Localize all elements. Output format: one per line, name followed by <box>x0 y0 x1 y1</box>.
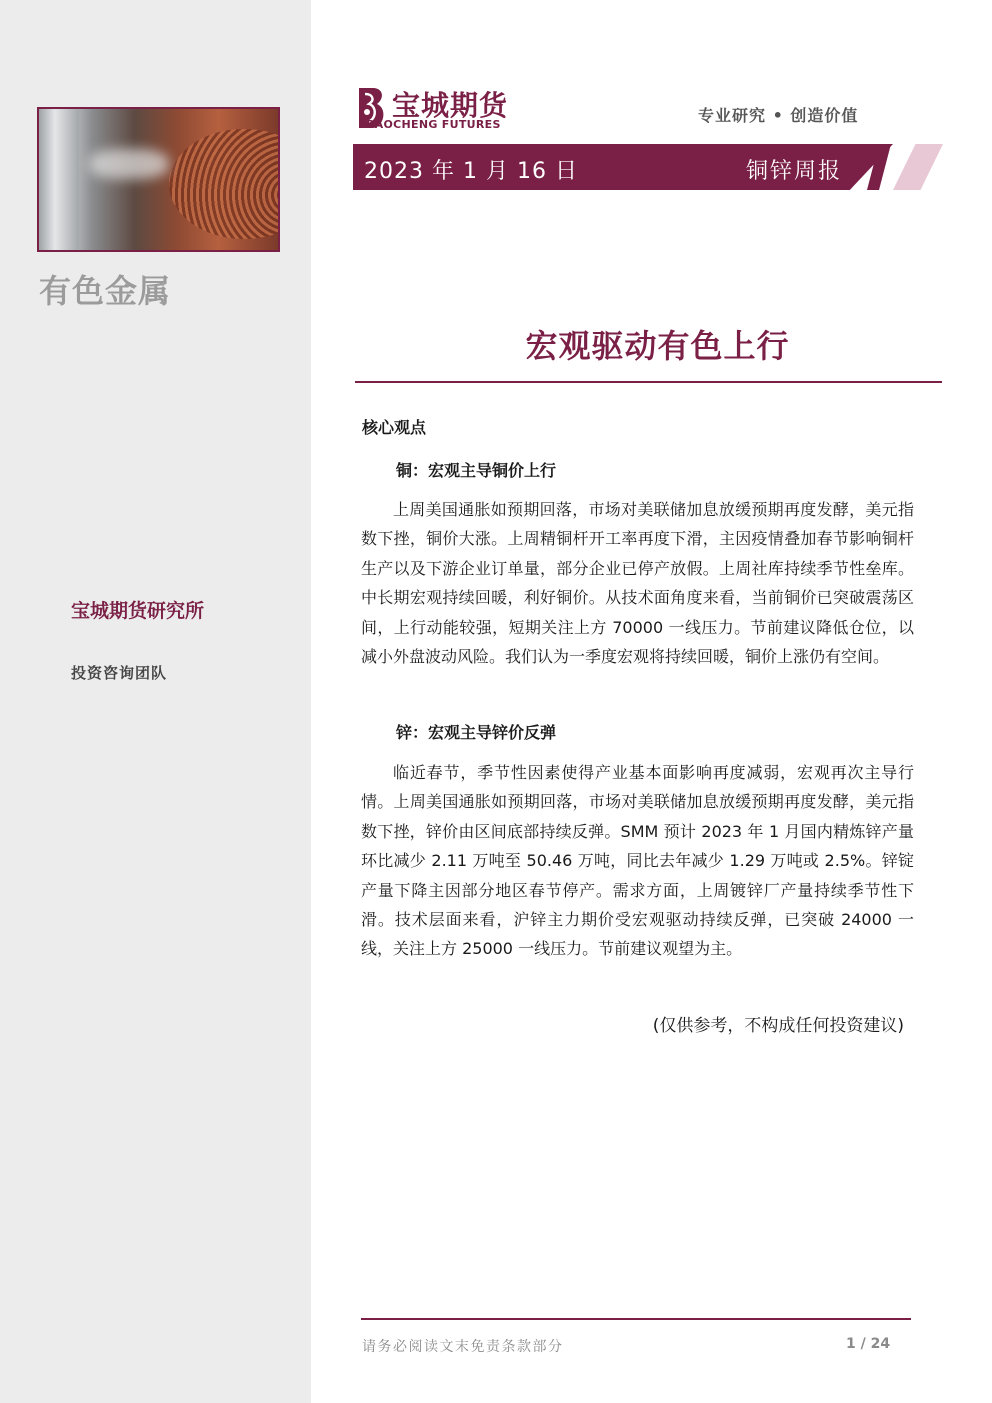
report-title: 宏观驱动有色上行 <box>525 327 790 365</box>
report-type: 铜锌周报 <box>746 159 843 184</box>
disclaimer-note: (仅供参考，不构成任何投资建议) <box>652 1016 904 1036</box>
copper-paragraph: 上周美国通胀如预期回落，市场对美联储加息放缓预期再度发酵，美元指数下挫，铜价大涨。上周精铜杆开工率再度下滑，主因疫情叠加春节影响铜杆生产以及下游企业订单量，部分企业已停产放假。上周社库持续季节性垒库。中长期宏观持续回暖，利好铜价。从技术面角度来看，当前铜价已突破震荡区间，上行动能较强，短期关注上方 70000 一线压力。节前建议降低仓位，以减小外盘波动风险。我们认为一季度宏观将持续回暖，铜价上涨仍有空间。 <box>361 500 914 667</box>
brand-name-en: BAOCHENG FUTURES <box>366 118 501 131</box>
footer-divider <box>361 1318 911 1320</box>
core-heading: 核心观点 <box>362 418 427 437</box>
banner-stripe-light <box>893 144 943 190</box>
sidebar <box>0 0 311 1403</box>
zinc-paragraph: 临近春节，季节性因素使得产业基本面影响再度减弱，宏观再次主导行情。上周美国通胀如预期回落，市场对美联储加息放缓预期再度发酵，美元指数下挫，锌价由区间底部持续反弹。SMM 预计 2023 年 1 月国内精炼锌产量环比减少 2.11 万吨至 50.46 万吨，同比去年减少 1.29 万吨或 2.5%。锌锭产量下降主因部分地区春节停产。需求方面，上周镀锌厂产量持续季节性下滑。技术层面来看，沪锌主力期价受宏观驱动持续反弹，已突破 24000 一线，关注上方 25000 一线压力。节前建议观望为主。 <box>361 763 914 959</box>
page-number: 1 / 24 <box>846 1336 891 1352</box>
institute-name: 宝城期货研究所 <box>71 600 205 622</box>
report-date: 2023 年 1 月 16 日 <box>364 159 578 184</box>
sector-label: 有色金属 <box>39 272 172 310</box>
team-name: 投资咨询团队 <box>71 664 168 682</box>
zinc-heading: 锌：宏观主导锌价反弹 <box>396 723 557 742</box>
photo-highlight <box>89 149 169 179</box>
brand-slogan: 专业研究 • 创造价值 <box>698 106 859 125</box>
cover-photo <box>37 107 280 252</box>
brand-name-cn: 宝城期货 <box>392 89 509 122</box>
metal-tube-image <box>39 109 79 250</box>
copper-heading: 铜：宏观主导铜价上行 <box>396 461 557 480</box>
copper-coil-image <box>169 129 280 239</box>
title-divider <box>355 381 942 383</box>
footer-notice: 请务必阅读文末免责条款部分 <box>362 1339 564 1355</box>
